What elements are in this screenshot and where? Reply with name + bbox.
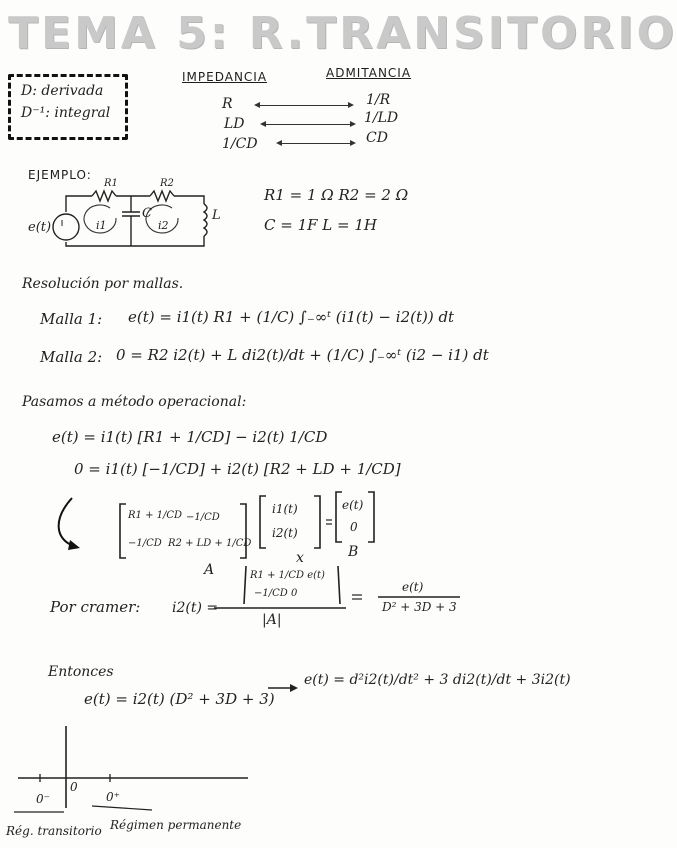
label-i2: i2 (158, 219, 169, 232)
admittance-header: ADMITANCIA (326, 66, 412, 80)
label-l: L (212, 208, 221, 223)
operational-heading: Pasamos a método operacional: (22, 394, 247, 410)
imp-cd: 1/CD (222, 136, 258, 152)
timeline-transient: Rég. transitorio (6, 824, 102, 838)
cramer-lhs: i2(t) = (172, 600, 219, 616)
mesh1-equation: e(t) = i1(t) R1 + (1/C) ∫₋∞ᵗ (i1(t) − i2(t)) dt (128, 308, 455, 326)
operational-eq2: 0 = i1(t) [−1/CD] + i2(t) [R2 + LD + 1/CD] (74, 460, 401, 478)
adm-cd: CD (366, 130, 388, 146)
mesh-heading: Resolución por mallas. (22, 276, 184, 292)
adm-ld: 1/LD (364, 110, 399, 126)
cramer-denominator: |A| (262, 612, 282, 628)
label-b: B (348, 544, 359, 560)
vector-x2: i2(t) (272, 526, 298, 540)
values-cl: C = 1F L = 1H (264, 216, 377, 234)
r1-symbol (92, 191, 116, 201)
impedance-header: IMPEDANCIA (182, 70, 268, 84)
example-label: EJEMPLO: (28, 168, 92, 182)
then-equation: e(t) = i2(t) (D² + 3D + 3) (84, 690, 275, 708)
cramer-result-numerator: e(t) (402, 580, 424, 594)
source-symbol (53, 214, 79, 240)
matrix-a11: R1 + 1/CD (128, 510, 183, 521)
notation-derivative: D: derivada (21, 83, 104, 99)
cramer-result-denominator: D² + 3D + 3 (382, 600, 457, 614)
values-r: R1 = 1 Ω R2 = 2 Ω (264, 186, 409, 204)
label-a: A (204, 562, 215, 578)
mesh2-equation: 0 = R2 i2(t) + L di2(t)/dt + (1/C) ∫₋∞ᵗ (i2 − i1) dt (116, 346, 489, 364)
cramer-det-row2: −1/CD 0 (254, 588, 298, 599)
curved-arrow (59, 498, 74, 546)
label-i1: i1 (96, 219, 107, 232)
adm-r: 1/R (366, 92, 391, 108)
then-result: e(t) = d²i2(t)/dt² + 3 di2(t)/dt + 3i2(t) (304, 672, 571, 688)
matrix-a21: −1/CD (128, 538, 162, 549)
label-r1: R1 (104, 178, 118, 189)
operational-eq1: e(t) = i1(t) [R1 + 1/CD] − i2(t) 1/CD (52, 428, 328, 446)
imp-ld: LD (224, 116, 245, 132)
r2-symbol (150, 191, 174, 201)
label-r2: R2 (160, 178, 174, 189)
timeline-origin: 0 (70, 780, 78, 794)
timeline-plus: 0⁺ (106, 790, 120, 804)
inductor-symbol (204, 204, 207, 236)
notation-integral: D⁻¹: integral (21, 105, 111, 121)
label-x: x (296, 550, 304, 566)
label-source: e(t) (28, 220, 52, 235)
label-c: C (142, 206, 152, 221)
cramer-det-row1: R1 + 1/CD e(t) (250, 570, 325, 581)
imp-r: R (222, 96, 233, 112)
timeline-minus: 0⁻ (36, 792, 50, 806)
mesh1-label: Malla 1: (40, 310, 103, 328)
page-title: TEMA 5: R.TRANSITORIO (8, 8, 677, 59)
matrix-a22: R2 + LD + 1/CD (168, 538, 252, 549)
cramer-label: Por cramer: (50, 598, 141, 616)
then-label: Entonces (48, 664, 114, 680)
vector-b1: e(t) (342, 498, 364, 512)
vector-b2: 0 (350, 520, 358, 534)
matrix-a12: −1/CD (186, 512, 220, 523)
vector-x1: i1(t) (272, 502, 298, 516)
mesh2-label: Malla 2: (40, 348, 103, 366)
timeline-permanent: Régimen permanente (110, 818, 242, 832)
